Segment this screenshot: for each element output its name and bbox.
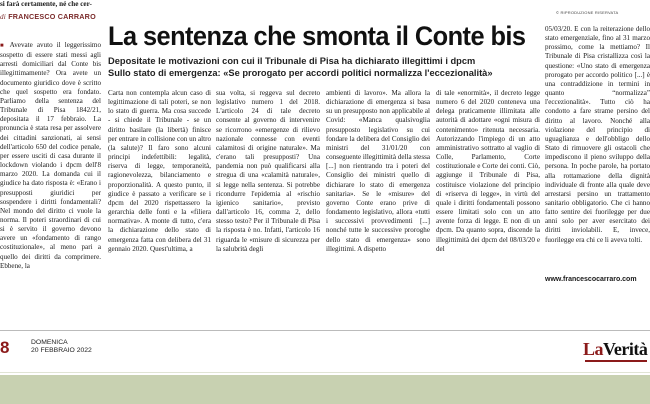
logo-la: La	[583, 339, 604, 359]
band-divider	[0, 372, 650, 373]
bottom-color-band	[0, 375, 650, 404]
author-website-link[interactable]: www.francescocarraro.com	[545, 276, 637, 283]
newspaper-logo	[583, 339, 647, 359]
previous-article-snippet: si farà certamente, né che cer-	[0, 0, 92, 8]
article-column-1: Carta non contempla alcun caso di legittimazione di tali poteri, se non lo stato di guerra. Ma cosa succede - si chiede il Tribunale - se un diritto basilare (la libertà) finisce per entrare in collisione con un altro (la salute)? Il faro sono alcuni principi indefettibili: legalità, riserva di legge, temporaneità, ragionevolezza, bilanciamento e proporzionalità. A questo punto, il giudice è passato a verificare se i dpcm del 2020 rispettassero la gerarchia delle fonti e la «filiera normativa». A monte di tutto, c'era la dichiarazione dello stato di emergenza fatta con delibera del 31 gennaio 2020. Quest'ultima, a	[108, 89, 211, 253]
footer-divider	[0, 330, 650, 331]
byline-author: FRANCESCO CARRARO	[8, 12, 96, 21]
logo-underline	[585, 360, 647, 362]
article-intro-column	[0, 0, 102, 290]
article-lead-text	[0, 41, 101, 293]
article-column-5	[545, 25, 650, 325]
article-headline: La sentenza che smonta il Conte bis	[108, 21, 526, 51]
article-subhead	[108, 55, 548, 79]
subhead-line-2: Sullo stato di emergenza: «Se prorogato per accordi politici normalizza l'eccezionalità»	[108, 68, 493, 78]
copyright-notice: © RIPRODUZIONE RISERVATA	[556, 10, 619, 15]
page-number: 8	[0, 338, 10, 357]
subhead-line-1: Depositate le motivazioni con cui il Tribunale di Pisa ha dichiarato illegittimi i dpcm	[108, 56, 476, 66]
issue-day: DOMENICA	[31, 339, 68, 346]
article-column-3: ambienti di lavoro». Ma allora la dichiarazione di emergenza si basa su un presupposto non applicabile al Covid: «Manca qualsivoglia presupposto legislativo su cui fondare la delibera del Consiglio dei ministri del 31/01/20 con conseguente illegittimità della stessa [...] non rientrando tra i poteri del Consiglio dei ministri quello di dichiarare lo stato di emergenza sanitaria». Se le «misure» del governo Conte erano prive di fondamento legislativo, allora «tutti i successivi provvedimenti [...] nonché tutte le successive proroghe dello stato di emergenza» sono illegittimi. A dispetto	[326, 89, 430, 253]
article-column-2: sua volta, si reggeva sul decreto legislativo numero 1 del 2018. L'articolo 24 di tale decreto consente al governo di intervenire se ricorrono «emergenze di rilievo nazionale connesse con eventi calamitosi di origine naturale». Ma c'erano tali presupposti? Una pandemia non può qualificarsi alla stregua di una «calamità naturale», si legge nella sentenza. Si potrebbe ricondurre l'epidemia al «rischio igienico sanitario», previsto dall'articolo 16, comma 2, dello stesso testo? Per il Tribunale di Pisa la risposta è no. Infatti, l'articolo 16 riguarda le «misure di sicurezza per la salubrità degli	[216, 89, 320, 253]
article-closing-text: 05/03/20. E con la reiterazione dello stato emergenziale, fino al 31 marzo prossimo, come la mettiamo? Il Tribunale di Pisa cristallizza così la questione: «Uno stato di emergenza prorogato per accordo politico [...] è una contraddizione in termini in quanto “normalizza” l'eccezionalità». Tutto ciò ha condotto a fare strame persino del diritto al lavoro. Nonché alla violazione del principio di uguaglianza e dell'obbligo dello Stato di rimuovere gli ostacoli che impediscono il pieno sviluppo della persona. In poche parole, ha portato alla rottamazione della dignità individuale di fronte alla quale deve arrestarsi persino un trattamento sanitario obbligatorio. Che ci hanno fatto sentire dei fuorilegge per due anni solo per aver esercitato dei diritti inviolabili. E, invece, fuorilegge era chi ce li aveva tolti.	[545, 25, 650, 244]
byline	[0, 12, 96, 21]
article-column-4: di tale «enormità», il decreto legge numero 6 del 2020 conteneva una delega praticamente illimitata alle autorità di adottare «ogni misura di contenimento» ritenuta necessaria. Autorizzando l'impiego di un atto amministrativo sottratto al vaglio di Colle, Parlamento, Corte costituzionale e Corte dei conti. Ciò, aggiunge il Tribunale di Pisa, costituisce violazione del principio di «riserva di legge», in virtù del quale i diritti fondamentali possono essere limitati solo con un atto avente forza di legge. E non di un dpcm. Da quanto sopra, discende la illegittimità dei dpcm del 08/03/20 e del	[436, 89, 540, 253]
paragraph-bullet-icon: ■	[0, 43, 6, 49]
byline-prefix: di	[0, 13, 6, 21]
lead-paragraph: Avevate avuto il leggerissimo sospetto di essere stati messi agli arresti domiciliari dal Conte bis illegittimamente? Ora avete un documento giuridico dove è scritto che quel sospetto era fondato. Parliamo della sentenza del Tribunale di Pisa 1842/21, depositata il 17 febbraio. La pronuncia è stata resa per assolvere dei cittadini sanzionati, ai sensi dell'articolo 650 del codice penale, per essere usciti di casa durante il lockdown violando i dpcm dell'8 marzo 2020. La domanda cui il giudice ha dato risposta è: «Erano i presupposti giuridici per sospendere i diritti fondamentali? Nel mondo del diritto ci vuole la norma. Il poteri straordinari di cui si è servito il governo devono avere un «fondamento di rango costituzionale», al meno pari a quello dei diritti da comprimere. Ebbene, la	[0, 41, 101, 270]
issue-date	[31, 339, 92, 355]
issue-date-text: 20 FEBBRAIO 2022	[31, 347, 92, 354]
logo-verita: Verità	[603, 339, 648, 359]
